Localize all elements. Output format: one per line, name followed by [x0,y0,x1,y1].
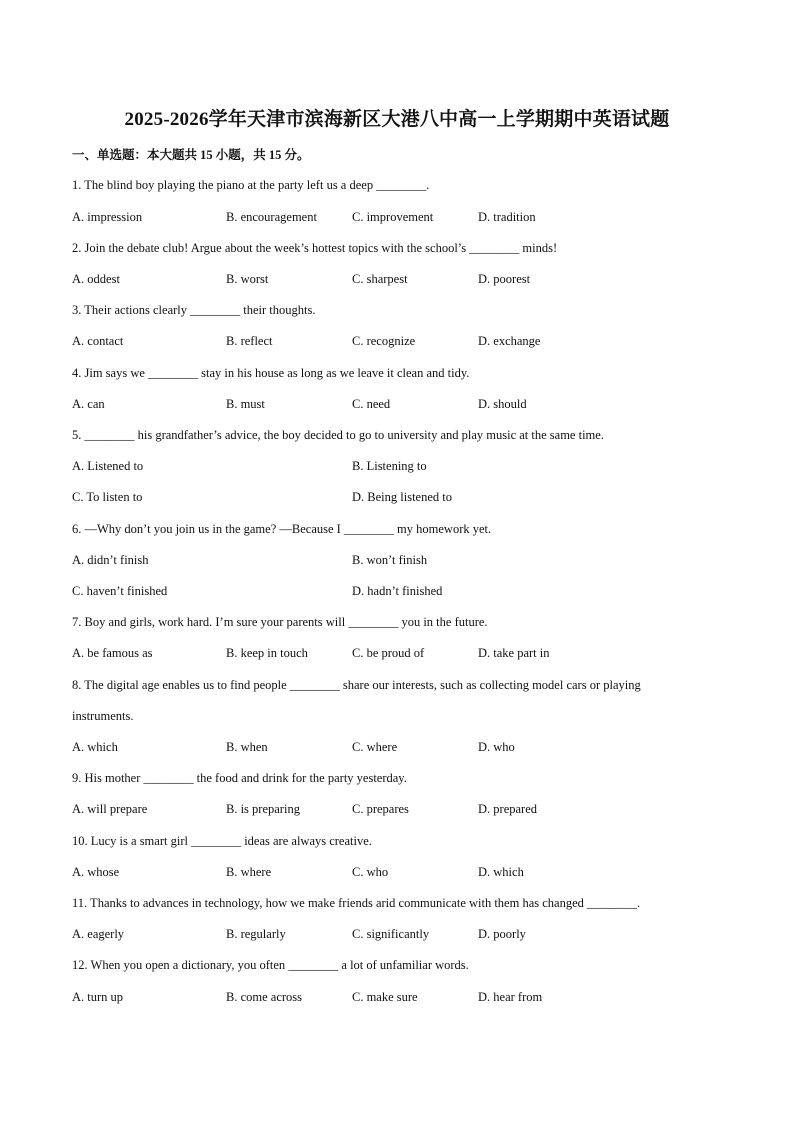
question-stem-9: 9. His mother ________ the food and drink for the party yesterday. [72,771,407,785]
section-heading: 一、单选题：本大题共 15 小题，共 15 分。 [72,148,310,162]
option-9-a[interactable]: A. will prepare [72,802,148,816]
option-10-c[interactable]: C. who [352,865,389,879]
option-3-d[interactable]: D. exchange [478,334,541,348]
option-2-a[interactable]: A. oddest [72,272,120,286]
option-5-c[interactable]: C. To listen to [72,490,143,504]
option-7-c[interactable]: C. be proud of [352,646,425,660]
option-4-a[interactable]: A. can [72,397,105,411]
page-title: 2025-2026学年天津市滨海新区大港八中高一上学期期中英语试题 [124,109,670,130]
question-stem-4: 4. Jim says we ________ stay in his house as long as we leave it clean and tidy. [72,366,470,380]
option-4-b[interactable]: B. must [226,397,265,411]
option-4-c[interactable]: C. need [352,397,391,411]
option-7-b[interactable]: B. keep in touch [226,646,308,660]
question-stem-6: 6. —Why don’t you join us in the game? —Because I ________ my homework yet. [72,522,492,536]
option-12-a[interactable]: A. turn up [72,990,124,1004]
option-11-d[interactable]: D. poorly [478,927,526,941]
option-2-b[interactable]: B. worst [226,272,269,286]
question-stem-8-continued: instruments. [72,709,134,723]
option-10-a[interactable]: A. whose [72,865,120,879]
option-8-c[interactable]: C. where [352,740,398,754]
option-8-b[interactable]: B. when [226,740,268,754]
option-8-d[interactable]: D. who [478,740,515,754]
question-stem-2: 2. Join the debate club! Argue about the week’s hottest topics with the school’s ________ minds! [72,241,558,255]
question-stem-8: 8. The digital age enables us to find people ________ share our interests, such as collecting model cars or playing [72,678,641,692]
option-9-c[interactable]: C. prepares [352,802,409,816]
option-8-a[interactable]: A. which [72,740,118,754]
option-4-d[interactable]: D. should [478,397,527,411]
option-12-d[interactable]: D. hear from [478,990,543,1004]
question-stem-12: 12. When you open a dictionary, you often ________ a lot of unfamiliar words. [72,958,469,972]
option-1-d[interactable]: D. tradition [478,210,536,224]
option-11-a[interactable]: A. eagerly [72,927,125,941]
question-stem-10: 10. Lucy is a smart girl ________ ideas are always creative. [72,834,372,848]
option-7-a[interactable]: A. be famous as [72,646,153,660]
option-11-c[interactable]: C. significantly [352,927,430,941]
option-12-b[interactable]: B. come across [226,990,303,1004]
option-5-b[interactable]: B. Listening to [352,459,427,473]
question-stem-11: 11. Thanks to advances in technology, how we make friends arid communicate with them has changed ________. [72,896,641,910]
option-10-b[interactable]: B. where [226,865,272,879]
option-5-d[interactable]: D. Being listened to [352,490,452,504]
option-5-a[interactable]: A. Listened to [72,459,144,473]
option-2-d[interactable]: D. poorest [478,272,531,286]
question-stem-1: 1. The blind boy playing the piano at the party left us a deep ________. [72,178,430,192]
question-stem-3: 3. Their actions clearly ________ their thoughts. [72,303,316,317]
option-3-b[interactable]: B. reflect [226,334,273,348]
option-12-c[interactable]: C. make sure [352,990,418,1004]
option-1-c[interactable]: C. improvement [352,210,434,224]
option-6-c[interactable]: C. haven’t finished [72,584,168,598]
option-6-b[interactable]: B. won’t finish [352,553,428,567]
option-1-b[interactable]: B. encouragement [226,210,317,224]
option-6-d[interactable]: D. hadn’t finished [352,584,443,598]
option-11-b[interactable]: B. regularly [226,927,286,941]
question-stem-5: 5. ________ his grandfather’s advice, the boy decided to go to university and play music at the same time. [72,428,604,442]
option-3-a[interactable]: A. contact [72,334,124,348]
option-3-c[interactable]: C. recognize [352,334,416,348]
option-2-c[interactable]: C. sharpest [352,272,408,286]
option-7-d[interactable]: D. take part in [478,646,550,660]
question-stem-7: 7. Boy and girls, work hard. I’m sure your parents will ________ you in the future. [72,615,488,629]
option-6-a[interactable]: A. didn’t finish [72,553,149,567]
option-9-b[interactable]: B. is preparing [226,802,300,816]
option-10-d[interactable]: D. which [478,865,524,879]
option-1-a[interactable]: A. impression [72,210,143,224]
option-9-d[interactable]: D. prepared [478,802,537,816]
